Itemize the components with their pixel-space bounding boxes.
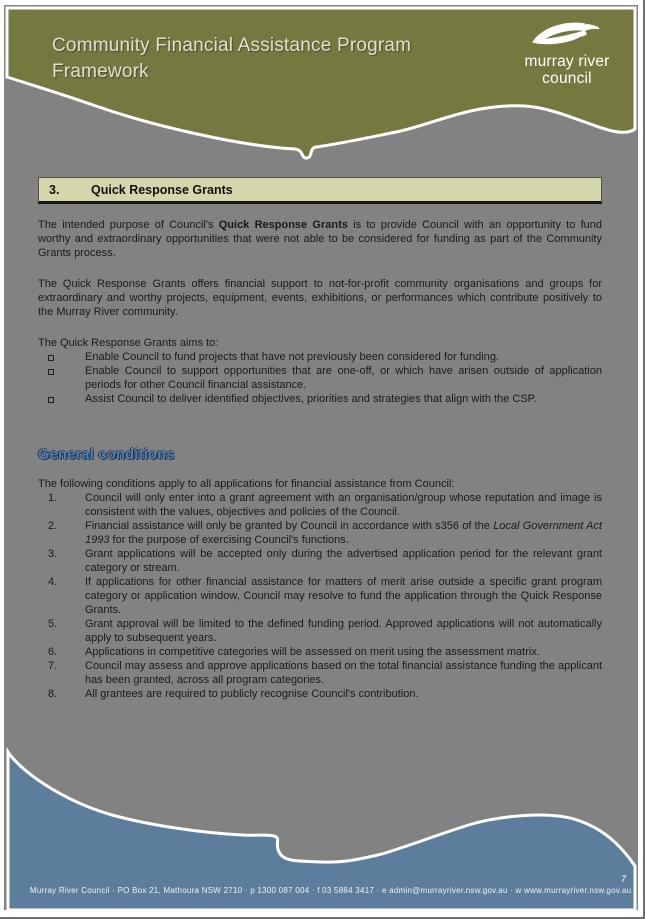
condition-text: Grant approval will be limited to the defined funding period. Approved applications will not automatically apply to subsequent years.: [85, 618, 602, 644]
condition-list-item: [38, 491, 602, 519]
condition-number: 6.: [48, 646, 58, 658]
condition-text: Applications in competitive categories will be assessed on merit using the assessment matrix.: [85, 646, 540, 658]
condition-list-item: [38, 659, 602, 687]
aims-list-item: [38, 392, 602, 406]
aims-list-item: [38, 364, 602, 392]
condition-list-item: [38, 687, 602, 701]
condition-list-item: [38, 617, 602, 645]
square-bullet-icon: [48, 355, 54, 361]
condition-number: 8.: [48, 688, 58, 700]
condition-number: 7.: [48, 660, 58, 672]
condition-number: 2.: [48, 520, 58, 532]
intro-p1-before: The intended purpose of Council's: [38, 219, 219, 231]
intro-p1-after: is to provide Council with an opportunity to fund worthy and extraordinary opportunities that were not able to be considered for funding as part of the Community Grants process.: [38, 219, 602, 259]
condition-number: 1.: [48, 492, 58, 504]
condition-text: If applications for other financial assistance for matters of merit arise outside a specific grant program category or application window, Council may resolve to fund the application through the Quick Response Grants.: [85, 576, 602, 616]
logo-text-line1: murray river: [524, 53, 610, 70]
condition-list-item: [38, 547, 602, 575]
aims-list: [38, 350, 602, 406]
logo-text-line2: council: [542, 70, 592, 88]
condition-text: Financial assistance will only be granted by Council in accordance with s356 of the Local Government Act 1993 for the purpose of exercising Council's functions.: [85, 520, 603, 546]
general-conditions-heading: General conditions: [38, 447, 175, 463]
square-bullet-icon: [48, 369, 54, 375]
condition-text: Grant applications will be accepted only during the advertised application period for the relevant grant category or stream.: [85, 548, 602, 574]
intro-paragraph-1: [38, 218, 602, 260]
intro-p1-bold: Quick Response Grants: [218, 219, 348, 231]
condition-text: Council will only enter into a grant agreement with an organisation/group whose reputation and image is consistent with the values, objectives and policies of the Council.: [85, 492, 602, 518]
condition-list-item: [38, 645, 602, 659]
aims-item-text: Enable Council to fund projects that have not previously been considered for funding.: [85, 351, 499, 363]
condition-number: 3.: [48, 548, 58, 560]
page-title: Community Financial Assistance Program Framework: [52, 35, 412, 82]
section-title: Quick Response Grants: [91, 183, 233, 197]
content-area: [4, 5, 638, 701]
page-sheet: [4, 5, 638, 910]
condition-text: Council may assess and approve applications based on the total financial assistance funding the applicant has been granted, across all program categories.: [85, 660, 602, 686]
intro-paragraph-2: The Quick Response Grants offers financial support to not-for-profit community organisations and groups for extraordinary and worthy projects, equipment, events, exhibitions, or performances which contribute positively to the Murray River community.: [38, 278, 602, 318]
footer-contact-line: Murray River Council · PO Box 21, Mathoura NSW 2710 · p 1300 087 004 · f 03 5884 3417 · e admin@murrayriver.nsw.gov.au · w www.murrayriver.nsw.gov.au: [30, 886, 632, 895]
condition-list-item: [38, 575, 602, 617]
aims-item-text: Enable Council to support opportunities that are one-off, or which have arisen outside of application periods for other Council financial assistance.: [85, 365, 602, 391]
condition-number: 5.: [48, 618, 58, 630]
section-header-bar: [38, 177, 602, 204]
aims-list-item: [38, 350, 602, 364]
page-number: 7: [620, 874, 626, 884]
general-conditions-lead: The following conditions apply to all applications for financial assistance from Council:: [38, 478, 455, 490]
conditions-list: [38, 491, 602, 701]
condition-number: 4.: [48, 576, 58, 588]
aims-lead-line: The Quick Response Grants aims to:: [38, 337, 219, 349]
condition-list-item: [38, 519, 602, 547]
condition-text: All grantees are required to publicly recognise Council's contribution.: [85, 688, 419, 700]
aims-item-text: Assist Council to deliver identified objectives, priorities and strategies that align with the CSP.: [85, 393, 537, 405]
section-number: 3.: [49, 183, 60, 197]
square-bullet-icon: [48, 397, 54, 403]
